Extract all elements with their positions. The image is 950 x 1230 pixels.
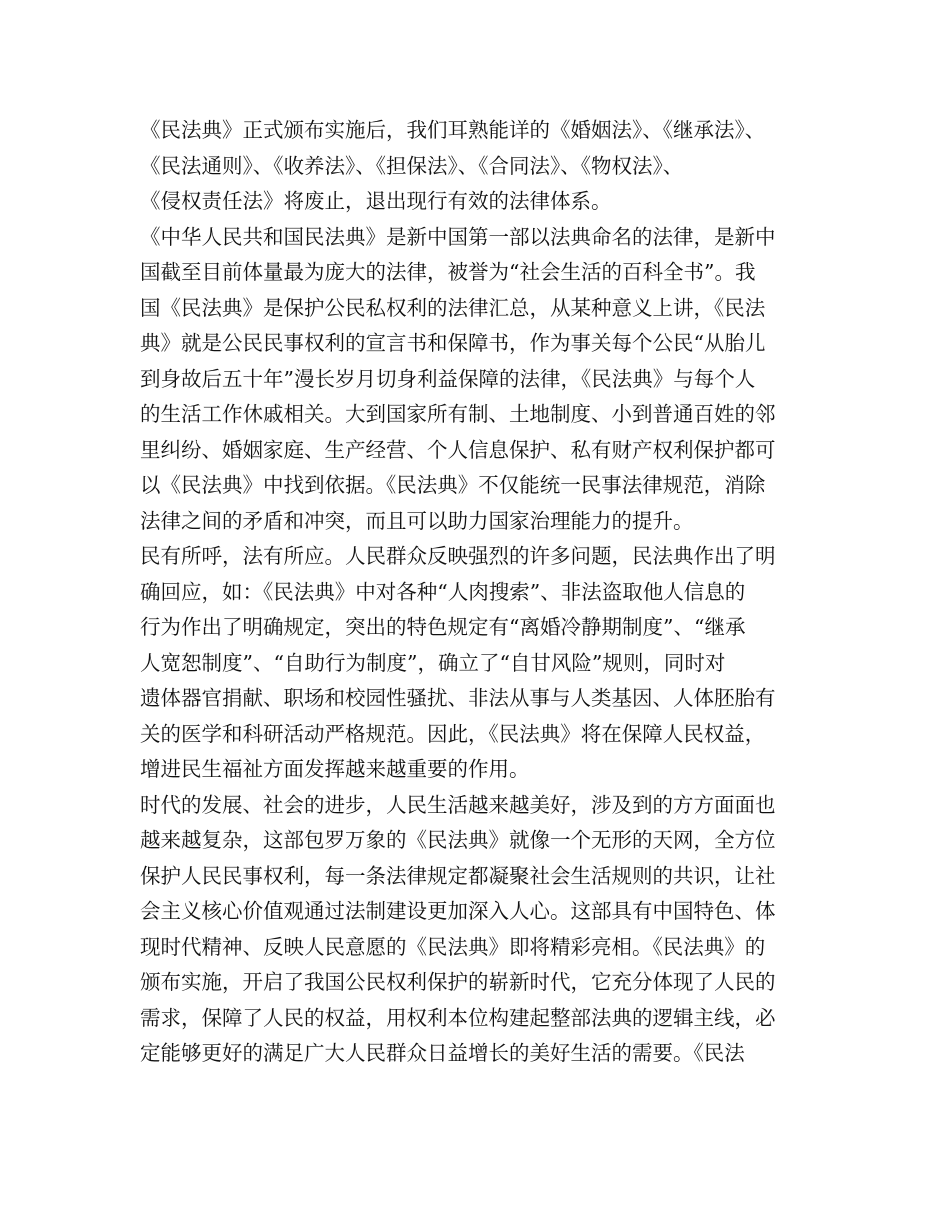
text-line: 《中华人民共和国民法典》是新中国第一部以法典命名的法律，是新中 xyxy=(140,224,776,249)
text-line: 颁布实施，开启了我国公民权利保护的崭新时代，它充分体现了人民的 xyxy=(140,970,776,994)
paragraph-4 xyxy=(140,788,830,1072)
text-line: 现时代精神、反映人民意愿的《民法典》即将精彩亮相。《民法典》的 xyxy=(140,934,766,959)
text-line: 增进民生福祉方面发挥越来越重要的作用。 xyxy=(140,757,530,781)
text-line: 人宽恕制度”、“自助行为制度”，确立了“自甘风险”规则，同时对 xyxy=(140,650,726,675)
paragraph-3 xyxy=(140,539,830,788)
text-line: 保护人民民事权利，每一条法律规定都凝聚社会生活规则的共识，让社 xyxy=(140,863,776,888)
text-line: 国截至目前体量最为庞大的法律，被誉为“社会生活的百科全书”。我 xyxy=(140,260,756,284)
text-line: 需求，保障了人民的权益，用权利本位构建起整部法典的逻辑主线，必 xyxy=(140,1005,776,1030)
text-line: 《民法通则》、《收养法》、《担保法》、《合同法》、《物权法》、 xyxy=(140,153,684,178)
paragraph-1 xyxy=(140,113,830,220)
text-line: 到身故后五十年”漫长岁月切身利益保障的法律，《民法典》与每个人 xyxy=(140,366,756,391)
text-line: 里纠纷、婚姻家庭、生产经营、个人信息保护、私有财产权利保护都可 xyxy=(140,437,776,462)
text-line: 的生活工作休戚相关。大到国家所有制、土地制度、小到普通百姓的邻 xyxy=(140,402,776,426)
document-body xyxy=(140,113,830,1072)
text-line: 关的医学和科研活动严格规范。因此，《民法典》将在保障人民权益， xyxy=(140,721,766,746)
text-line: 确回应，如：《民法典》中对各种“人肉搜索”、非法盗取他人信息的 xyxy=(140,579,746,604)
text-line: 《民法典》正式颁布实施后，我们耳熟能详的《婚姻法》、《继承法》、 xyxy=(140,118,766,142)
text-line: 民有所呼，法有所应。人民群众反映强烈的许多问题，民法典作出了明 xyxy=(140,544,776,568)
text-line: 会主义核心价值观通过法制建设更加深入人心。这部具有中国特色、体 xyxy=(140,899,776,923)
text-line: 定能够更好的满足广大人民群众日益增长的美好生活的需要。《民法 xyxy=(140,1041,745,1065)
text-line: 《侵权责任法》将废止，退出现行有效的法律体系。 xyxy=(140,189,612,213)
text-line: 越来越复杂，这部包罗万象的《民法典》就像一个无形的天网，全方位 xyxy=(140,828,776,852)
text-line: 典》就是公民民事权利的宣言书和保障书，作为事关每个公民“从胎儿 xyxy=(140,331,766,355)
text-line: 遗体器官捐献、职场和校园性骚扰、非法从事与人类基因、人体胚胎有 xyxy=(140,686,776,710)
text-line: 法律之间的矛盾和冲突，而且可以助力国家治理能力的提升。 xyxy=(140,508,694,533)
text-line: 以《民法典》中找到依据。《民法典》不仅能统一民事法律规范，消除 xyxy=(140,473,766,497)
text-line: 国《民法典》是保护公民私权利的法律汇总，从某种意义上讲，《民法 xyxy=(140,295,766,320)
text-line: 行为作出了明确规定，突出的特色规定有“离婚冷静期制度”、“继承 xyxy=(140,615,746,639)
text-line: 时代的发展、社会的进步，人民生活越来越美好，涉及到的方方面面也 xyxy=(140,792,776,817)
paragraph-2 xyxy=(140,220,830,540)
